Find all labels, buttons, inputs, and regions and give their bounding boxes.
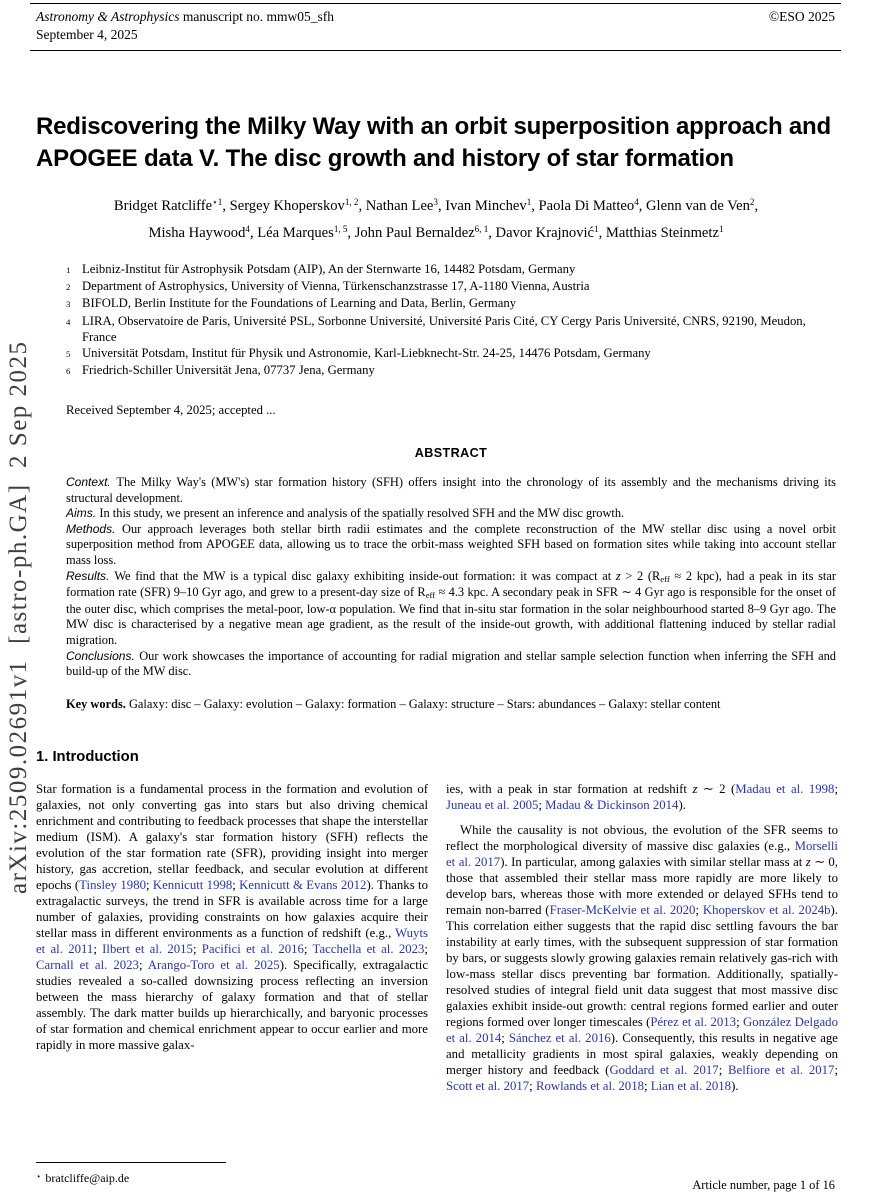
text-segment: ).	[731, 1079, 739, 1093]
citation-link[interactable]: Wuyts et al. 2011	[36, 926, 428, 956]
intro-right-paragraph-2	[446, 822, 838, 1094]
text-segment: ≈ 4.3 kpc. A secondary peak in SFR ∼ 4 Gyr ago is responsible for the onset of the outer disc, which comprises the metal-poor, low-α population. We find that in-situ star formation in the solar neighbourhood started 8–9 Gyr ago. The MW disc is characterised by a negative mean age gradient, as the result of the inside-out growth, with additional flattening induced by stellar radial migration.	[66, 585, 836, 647]
text-segment: 1	[526, 197, 532, 208]
author-line-1	[36, 193, 836, 220]
citation-link[interactable]: González Delgado et al. 2014	[446, 1015, 838, 1045]
keywords-text: Galaxy: disc – Galaxy: evolution – Galaxy: formation – Galaxy: structure – Stars: abundances – Galaxy: stellar content	[125, 697, 721, 711]
affiliation-number: 3	[66, 299, 71, 310]
text-segment: Our approach leverages both stellar birth radii estimates and the complete reconstruction of the MW stellar disc using a novel orbit superposition method from APOGEE data, allowing us to trace the orbit-mass weighted SFH based on formation sites while taking into account stellar mass loss.	[66, 521, 836, 567]
affiliation-item	[66, 261, 838, 278]
text-segment: ;	[538, 798, 546, 812]
text-segment: Aims.	[66, 506, 100, 521]
text-segment: ;	[138, 958, 148, 972]
keywords-line	[66, 697, 838, 712]
text-segment: ∼ 2 (	[697, 782, 736, 796]
text-segment: 1	[718, 224, 724, 235]
citation-link[interactable]: Belfiore et al. 2017	[728, 1063, 835, 1077]
text-segment: ∼ 0, those that assembled their stellar mass more rapidly are more likely to develop bars, whereas those with more extended or delayed SFHs tend to remain non-barred (	[446, 855, 838, 917]
text-segment: ;	[146, 878, 153, 892]
text-segment: 1, 2	[344, 197, 359, 208]
citation-link[interactable]: Fraser-McKelvie et al. 2020	[549, 903, 696, 917]
citation-link[interactable]: Carnall et al. 2023	[36, 958, 139, 972]
text-segment: ;	[736, 1015, 743, 1029]
text-segment: , Ivan Minchev	[437, 198, 527, 214]
header-left	[36, 8, 334, 44]
keywords-label: Key words.	[66, 697, 126, 711]
journal-line	[36, 8, 334, 26]
text-segment: 3	[433, 197, 438, 208]
affiliation-number: 1	[66, 265, 71, 275]
text-segment: z	[805, 855, 811, 869]
text-segment: ). Specifically, extragalactic studies revealed a so-called downsizing process reflecting an inversion between the mass hierarchy of galaxy formation and that of stellar assembly. The dark matter builds up hierarchically, and baryonic processes of star formation and chemical enrichment appear to occur earlier and more rapidly in more massive galax-	[36, 958, 428, 1052]
affiliation-item	[66, 295, 838, 312]
text-segment: ;	[695, 903, 703, 917]
affiliation-text: Department of Astrophysics, University of Vienna, Türkenschanzstrasse 17, A-1180 Vienna, Austria	[82, 279, 590, 294]
citation-link[interactable]: Khoperskov et al. 2024b	[702, 903, 831, 917]
text-segment: , Paola Di Matteo	[531, 198, 635, 214]
affiliation-list	[66, 261, 838, 379]
text-segment: ;	[192, 942, 202, 956]
article-page-number: Article number, page 1 of 16	[692, 1178, 835, 1192]
citation-link[interactable]: Madau et al. 1998	[735, 782, 835, 796]
abstract-context	[66, 475, 836, 506]
left-column	[36, 748, 428, 1158]
text-segment: , Léa Marques	[249, 225, 334, 241]
intro-right-paragraph-1	[446, 781, 838, 813]
abstract-heading: ABSTRACT	[414, 446, 488, 460]
text-segment: ies, with a peak in star formation at redshift	[446, 782, 693, 796]
text-segment: ). Consequently, this results in negative age and metallicity gradients in most spiral galaxies, weakly depending on merger history and feedback (	[446, 1031, 838, 1077]
text-segment: ;	[718, 1063, 729, 1077]
abstract-aims	[66, 506, 836, 522]
text-segment: Misha Haywood	[148, 225, 246, 241]
citation-link[interactable]: Pacifici et al. 2016	[201, 942, 304, 956]
footnote-rule	[36, 1162, 226, 1163]
text-segment: > 2 (R	[620, 568, 661, 583]
text-segment: , Nathan Lee	[358, 198, 434, 214]
citation-link[interactable]: Tacchella et al. 2023	[312, 942, 425, 956]
text-segment: eff	[660, 573, 670, 584]
text-segment: In this study, we present an inference and analysis of the spatially resolved SFH and the MW disc growth.	[99, 506, 625, 521]
text-segment: While the causality is not obvious, the evolution of the SFR seems to reflect the morphological diversity of massive disc galaxies (e.g.,	[446, 823, 838, 853]
text-segment: Bridget Ratcliffe	[113, 198, 213, 214]
citation-link[interactable]: Scott et al. 2017	[446, 1079, 530, 1093]
footnote	[36, 1171, 129, 1186]
affiliation-text: LIRA, Observatoire de Paris, Université PSL, Sorbonne Université, Université Paris Cité, CY Cergy Paris Université, CNRS, 92190, Meudon, France	[82, 313, 806, 344]
affiliation-text: BIFOLD, Berlin Institute for the Foundations of Learning and Data, Berlin, Germany	[82, 296, 517, 311]
affiliation-number: 5	[66, 349, 71, 360]
citation-link[interactable]: Pérez et al. 2013	[650, 1015, 737, 1029]
author-line-2	[36, 220, 836, 247]
text-segment: Our work showcases the importance of accounting for radial migration and stellar sample selection function when inferring the SFH and build-up of the MW disc.	[66, 648, 836, 679]
text-segment: Context.	[66, 475, 117, 489]
section-heading-introduction: 1. Introduction	[36, 749, 139, 765]
text-segment: 2	[749, 197, 755, 208]
text-segment: ;	[834, 1063, 838, 1077]
citation-link[interactable]: Tinsley 1980	[79, 878, 146, 892]
text-segment: , Sergey Khoperskov	[222, 198, 345, 214]
text-segment: 6, 1	[474, 224, 489, 235]
citation-link[interactable]: Lian et al. 2018	[650, 1079, 732, 1093]
citation-link[interactable]: Kennicutt & Evans 2012	[239, 878, 367, 892]
text-segment: 4	[245, 224, 250, 235]
author-list	[36, 193, 836, 247]
text-segment: z	[615, 568, 621, 583]
text-segment: ;	[834, 782, 838, 796]
footnote-marker: ⋆	[36, 1170, 42, 1181]
text-segment: , John Paul Bernaldez	[347, 225, 475, 241]
received-line: Received September 4, 2025; accepted ...	[66, 403, 276, 417]
citation-link[interactable]: Sánchez et al. 2016	[508, 1031, 611, 1045]
text-segment: ;	[303, 942, 313, 956]
affiliation-item	[66, 313, 838, 345]
right-column	[446, 748, 838, 1158]
citation-link[interactable]: Rowlands et al. 2018	[535, 1079, 644, 1093]
text-segment: , Glenn van de Ven	[638, 198, 750, 214]
text-segment: ≈ 2 kpc), had a peak in its star formation rate (SFR) 9–10 Gyr ago, and grew to a present-day size of R	[66, 568, 836, 600]
affiliation-item	[66, 278, 838, 295]
text-segment: 1, 5	[333, 224, 348, 235]
abstract-results	[66, 569, 836, 649]
text-segment: Conclusions.	[66, 648, 140, 663]
affiliation-text: Universität Potsdam, Institut für Physik und Astronomie, Karl-Liebknecht-Str. 24-25, 14476 Potsdam, Germany	[82, 346, 651, 361]
affiliation-item	[66, 345, 838, 362]
text-segment: The Milky Way's (MW's) star formation history (SFH) offers insight into the chronology of its assembly and the mechanisms driving its structural development.	[66, 475, 836, 505]
text-segment: ;	[424, 942, 428, 956]
text-segment: ;	[529, 1079, 536, 1093]
text-segment: 1	[594, 224, 599, 235]
citation-link[interactable]: Morselli et al. 2017	[446, 839, 838, 869]
affiliation-number: 4	[66, 316, 71, 327]
affiliation-number: 6	[66, 366, 71, 377]
citation-link[interactable]: Ilbert et al. 2015	[102, 942, 193, 956]
text-segment: Astronomy & Astrophysics	[36, 9, 180, 24]
text-segment: ,	[754, 198, 759, 214]
citation-link[interactable]: Arango-Toro et al. 2025	[147, 958, 280, 972]
page-header	[30, 3, 841, 51]
affiliation-number: 2	[66, 282, 71, 293]
arxiv-stamp: arXiv:2509.02691v1 [astro-ph.GA] 2 Sep 2025	[5, 340, 32, 894]
text-segment: ). Thanks to extragalactic surveys, the trend in SFR is available across time for a large number of galaxies, providing constraints on how galaxies acquire their stellar mass in different environments as a function of redshift (e.g.,	[36, 878, 428, 940]
text-segment: , Matthias Steinmetz	[598, 225, 719, 241]
citation-link[interactable]: Goddard et al. 2017	[609, 1063, 719, 1077]
text-segment: Methods.	[66, 521, 123, 536]
abstract-conclusions	[66, 649, 836, 680]
affiliation-text: Leibniz-Institut für Astrophysik Potsdam (AIP), An der Sternwarte 16, 14482 Potsdam, Germany	[82, 262, 576, 276]
abstract-body	[66, 475, 836, 680]
abstract-methods	[66, 522, 836, 569]
text-segment: ;	[232, 878, 240, 892]
manuscript-date: September 4, 2025	[36, 27, 138, 42]
footnote-email[interactable]: bratcliffe@aip.de	[45, 1171, 130, 1185]
text-segment: We find that the MW is a typical disc galaxy exhibiting inside-out formation: it was compact at	[114, 568, 616, 583]
text-segment: ;	[501, 1031, 509, 1045]
text-segment: z	[692, 782, 698, 796]
text-segment: manuscript no. mmw05_sfh	[179, 9, 334, 24]
text-segment: ).	[678, 798, 686, 812]
text-segment: ;	[644, 1079, 651, 1093]
copyright-notice: ©ESO 2025	[768, 9, 835, 24]
text-segment: Results.	[66, 568, 115, 583]
paper-title: Rediscovering the Milky Way with an orbit superposition approach and APOGEE data V. The disc growth and history of star formation	[36, 113, 831, 172]
text-segment: ). This correlation either suggests that the rapid disc settling favours the bar instability at early times, with the subsequent suppression of star formation by bars, or suggests slowly growing galaxies remain relatively gas-rich with low-mass stellar discs preventing bar formation. Additionally, spatially-resolved studies of integral field unit data suggest that most massive disc galaxies exhibit inside-out growth: central regions formed earlier and outer regions formed over longer timescales (	[446, 903, 838, 1029]
citation-link[interactable]: Madau & Dickinson 2014	[545, 798, 679, 812]
text-segment: ⋆1	[212, 197, 223, 208]
text-segment: eff	[425, 590, 436, 601]
affiliation-item	[66, 362, 838, 379]
text-segment: Star formation is a fundamental process in the formation and evolution of galaxies, not only converting gas into stars but also driving chemical enrichment and contributing to feedback processes that shape the interstellar medium (ISM). A galaxy's star formation history (SFH) reflects the evolution of the star formation rate (SFR), providing insight into merger history, gas accretion, stellar feedback, and secular evolution at different epochs (	[36, 782, 428, 892]
text-segment: ;	[93, 942, 103, 956]
citation-link[interactable]: Juneau et al. 2005	[446, 798, 539, 812]
intro-left-paragraph	[36, 781, 428, 1053]
citation-link[interactable]: Kennicutt 1998	[152, 878, 233, 892]
text-segment: , Davor Krajnović	[488, 225, 595, 241]
affiliation-text: Friedrich-Schiller Universität Jena, 07737 Jena, Germany	[82, 363, 375, 378]
text-segment: ). In particular, among galaxies with similar stellar mass at	[500, 855, 806, 869]
text-segment: 4	[634, 197, 639, 208]
